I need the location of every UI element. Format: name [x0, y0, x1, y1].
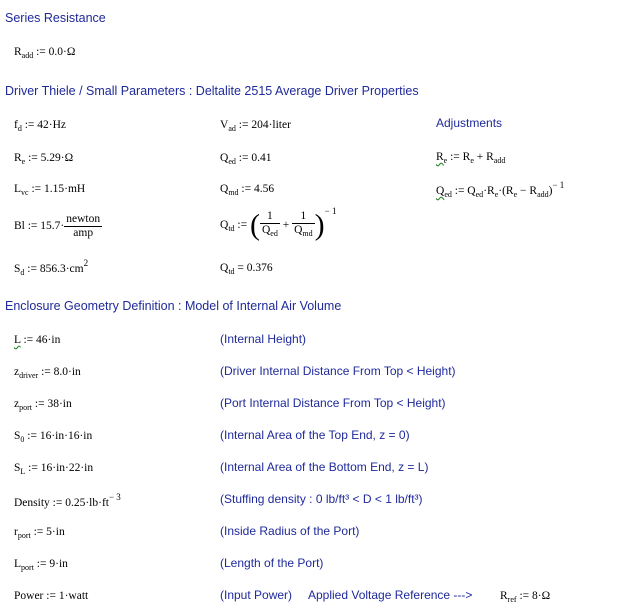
height-equation[interactable]: L := 46·in [14, 334, 61, 346]
adjustments-label: Adjustments [436, 116, 503, 130]
sl-equation[interactable]: $S_L$ := 16·in·22·in [14, 462, 94, 476]
driver-heading: Driver Thiele / Small Parameters : Deltalite 2515 Average Driver Properties [5, 84, 419, 98]
lvc-equation[interactable]: $L_{vc}$ := 1.15·mH [14, 183, 86, 197]
desc-driver-distance: (Driver Internal Distance From Top < Height) [220, 364, 456, 378]
desc-top-area: (Internal Area of the Top End, z = 0) [220, 428, 410, 442]
applied-voltage-label: Applied Voltage Reference ---> [308, 588, 473, 602]
re-adjust-equation[interactable]: $R_e$ := $R_e + R_{add}$ [436, 151, 506, 165]
qtd-formula[interactable]: $Q_{td}$ := ( $\frac{1}{Q_{ed}}$ + $\frac{1}{Q_{md}}$ )$^{- 1}$ [220, 206, 337, 242]
desc-input-power: (Input Power) [220, 588, 293, 602]
desc-bottom-area: (Internal Area of the Bottom End, z = L) [220, 460, 429, 474]
series-resistance-heading: Series Resistance [5, 11, 106, 25]
qtd-result: $Q_{td} = 0.376$ [220, 262, 273, 276]
radd-equation[interactable]: $R_{add}$ := 0.0·Ω [14, 46, 76, 60]
bl-equation[interactable]: Bl := 15.7· $\frac{\text{newton}}{\text{amp}}$ [14, 213, 101, 239]
enclosure-heading: Enclosure Geometry Definition : Model of Internal Air Volume [5, 299, 342, 313]
qed-adjust-equation[interactable]: $Q_{ed}$ := $Q_{ed}\cdot R_e\cdot(R_e - R_{add})^{- 1}$ [436, 180, 565, 199]
sd-equation[interactable]: $S_d$ := $856.3\cdot cm^2$ [14, 258, 89, 277]
qmd-equation[interactable]: $Q_{md}$ := 4.56 [220, 183, 275, 197]
lport-equation[interactable]: $L_{port}$ := 9·in [14, 558, 68, 572]
desc-port-length: (Length of the Port) [220, 556, 324, 570]
desc-port-radius: (Inside Radius of the Port) [220, 524, 360, 538]
s0-equation[interactable]: $S_0$ := 16·in·16·in [14, 430, 93, 444]
density-equation[interactable]: Density := $0.25\cdot lb\cdot ft^{- 3}$ [14, 492, 121, 509]
zdriver-equation[interactable]: $z_{driver}$ := 8.0·in [14, 366, 81, 380]
fd-equation[interactable]: $f_d$ := 42·Hz [14, 119, 67, 133]
rref-equation[interactable]: $R_{ref}$ := 8·Ω [500, 590, 551, 604]
re-equation[interactable]: $R_e$ := 5.29·Ω [14, 152, 74, 166]
qed-equation[interactable]: $Q_{ed}$ := 0.41 [220, 152, 272, 166]
desc-internal-height: (Internal Height) [220, 332, 307, 346]
power-equation[interactable]: Power := 1·watt [14, 590, 89, 602]
zport-equation[interactable]: $z_{port}$ := 38·in [14, 398, 72, 412]
desc-stuffing-density: (Stuffing density : 0 lb/ft³ < D < 1 lb/ft³) [220, 492, 423, 506]
desc-port-distance: (Port Internal Distance From Top < Height) [220, 396, 446, 410]
rport-equation[interactable]: $r_{port}$ := 5·in [14, 526, 65, 540]
vad-equation[interactable]: $V_{ad}$ := 204·liter [220, 119, 291, 133]
